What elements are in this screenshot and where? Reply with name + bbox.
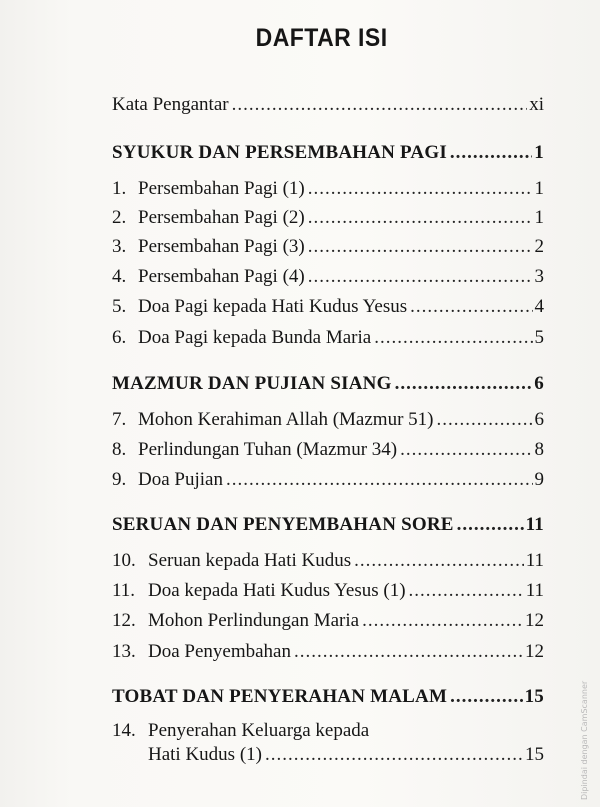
toc-entry-5[interactable]: [112, 295, 544, 319]
dot-leader: [294, 640, 523, 664]
entry-page-number: 11: [525, 550, 544, 571]
entry-page-number: 3: [534, 266, 544, 287]
dot-leader: [436, 408, 532, 432]
entry-page-number: 8: [534, 439, 544, 460]
entry-page-number: 2: [534, 236, 544, 257]
toc-entry-3[interactable]: [112, 235, 544, 259]
entry-number: 6.: [112, 327, 127, 348]
entry-label: Perlindungan Tuhan (Mazmur 34): [138, 439, 398, 460]
dot-leader: [308, 235, 533, 259]
dot-leader: [400, 438, 532, 462]
toc-entry-1[interactable]: [112, 177, 544, 201]
toc-entry-9[interactable]: [112, 468, 544, 492]
section-page-number: 6: [534, 373, 544, 394]
entry-page-number: 15: [525, 744, 544, 765]
entry-page-number: 9: [534, 469, 544, 490]
dot-leader: [232, 93, 528, 117]
dot-leader: [226, 468, 533, 492]
dot-leader: [410, 295, 532, 319]
entry-number: 8.: [112, 439, 127, 460]
page-title: DAFTAR ISI: [255, 24, 388, 52]
entry-number: 4.: [112, 266, 127, 287]
entry-page-number: xi: [529, 94, 544, 115]
entry-number: 5.: [112, 296, 127, 317]
dot-leader: [450, 141, 532, 165]
toc-entry-kata-pengantar[interactable]: [112, 93, 544, 117]
entry-label: Persembahan Pagi (1): [138, 178, 305, 199]
entry-number: 9.: [112, 469, 127, 490]
dot-leader: [362, 609, 523, 633]
toc-entry-6[interactable]: [112, 326, 544, 350]
section-label: SERUAN DAN PENYEMBAHAN SORE: [112, 514, 454, 535]
toc-entry-10[interactable]: [112, 549, 544, 573]
entry-label: Persembahan Pagi (2): [138, 207, 305, 228]
section-label: TOBAT DAN PENYERAHAN MALAM: [112, 686, 448, 707]
toc-entry-8[interactable]: [112, 438, 544, 462]
dot-leader: [265, 743, 523, 767]
entry-label: Doa Pagi kepada Bunda Maria: [138, 327, 372, 348]
entry-page-number: 1: [534, 178, 544, 199]
entry-page-number: 4: [534, 296, 544, 317]
dot-leader: [308, 177, 533, 201]
entry-label: Kata Pengantar: [112, 94, 229, 115]
entry-number: 2.: [112, 207, 127, 228]
toc-entry-11[interactable]: [112, 579, 544, 603]
dot-leader: [308, 265, 533, 289]
entry-label: Persembahan Pagi (4): [138, 266, 305, 287]
entry-page-number: 6: [534, 409, 544, 430]
toc-entry-7[interactable]: [112, 408, 544, 432]
dot-leader: [374, 326, 532, 350]
entry-number: 12.: [112, 610, 136, 631]
section-page-number: 1: [534, 142, 544, 163]
entry-label: Doa Pujian: [138, 469, 223, 490]
dot-leader: [395, 372, 533, 396]
section-label: MAZMUR DAN PUJIAN SIANG: [112, 373, 392, 394]
entry-label-line1: Penyerahan Keluarga kepada: [148, 720, 370, 741]
entry-page-number: 1: [534, 207, 544, 228]
entry-label: Mohon Kerahiman Allah (Mazmur 51): [138, 409, 434, 430]
entry-label: Doa Penyembahan: [148, 641, 291, 662]
entry-label: Doa kepada Hati Kudus Yesus (1): [148, 580, 406, 601]
entry-number: 14.: [112, 720, 136, 741]
toc-section-siang[interactable]: [112, 372, 544, 396]
toc-section-pagi[interactable]: [112, 141, 544, 165]
section-label: SYUKUR DAN PERSEMBAHAN PAGI: [112, 142, 447, 163]
entry-label: Persembahan Pagi (3): [138, 236, 305, 257]
dot-leader: [308, 206, 533, 230]
entry-label: Doa Pagi kepada Hati Kudus Yesus: [138, 296, 408, 317]
entry-page-number: 11: [525, 580, 544, 601]
entry-label: Mohon Perlindungan Maria: [148, 610, 360, 631]
toc-entry-14-line2[interactable]: [148, 743, 544, 767]
toc-entry-2[interactable]: [112, 206, 544, 230]
entry-number: 7.: [112, 409, 127, 430]
toc-entry-4[interactable]: [112, 265, 544, 289]
dot-leader: [409, 579, 524, 603]
entry-number: 11.: [112, 580, 136, 601]
entry-number: 3.: [112, 236, 127, 257]
toc-entry-13[interactable]: [112, 640, 544, 664]
scanner-watermark: Dipindai dengan CamScanner: [580, 680, 589, 800]
entry-page-number: 12: [525, 610, 544, 631]
dot-leader: [354, 549, 524, 573]
entry-page-number: 5: [534, 327, 544, 348]
entry-label: Seruan kepada Hati Kudus: [148, 550, 352, 571]
section-page-number: 11: [525, 514, 544, 535]
entry-number: 1.: [112, 178, 127, 199]
section-page-number: 15: [524, 686, 544, 707]
toc-section-sore[interactable]: [112, 513, 544, 537]
toc-entry-12[interactable]: [112, 609, 544, 633]
entry-page-number: 12: [525, 641, 544, 662]
dot-leader: [457, 513, 524, 537]
dot-leader: [450, 685, 523, 709]
entry-number: 10.: [112, 550, 136, 571]
toc-section-malam[interactable]: [112, 685, 544, 709]
entry-number: 13.: [112, 641, 136, 662]
toc-entry-14-line1[interactable]: [112, 719, 544, 743]
entry-label-line2: Hati Kudus (1): [148, 744, 262, 765]
